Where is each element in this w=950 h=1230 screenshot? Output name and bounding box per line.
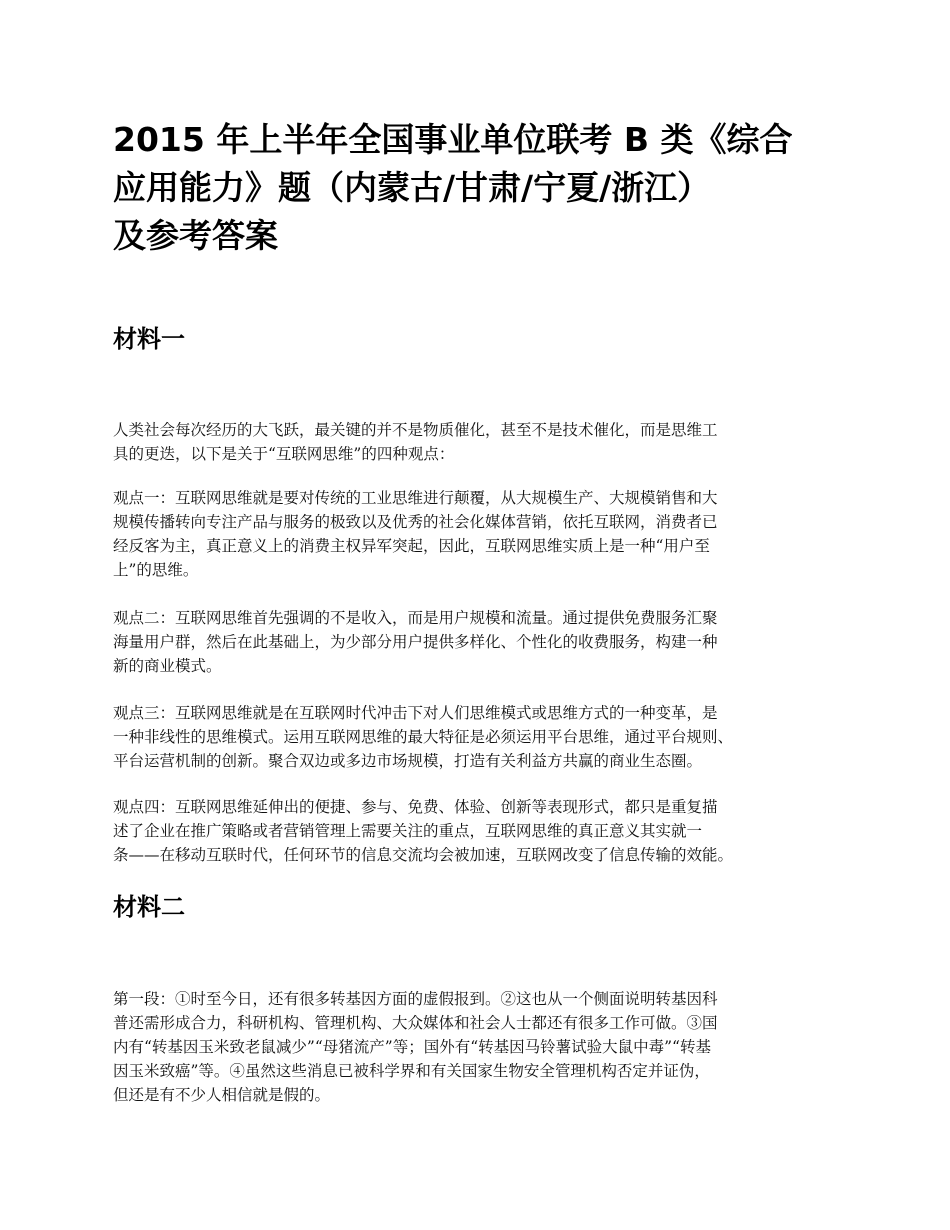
paragraph-viewpoint-2: [113, 606, 853, 678]
paragraph-line: 规模传播转向专注产品与服务的极致以及优秀的社会化媒体营销，依托互联网，消费者已: [113, 513, 718, 531]
paragraph-line: 平台运营机制的创新。聚合双边或多边市场规模，打造有关利益方共赢的商业生态圈。: [113, 752, 703, 770]
section-heading-material-2: 材料二: [113, 893, 185, 921]
paragraph-line: 因玉米致癌”等。④虽然这些消息已被科学界和有关国家生物安全管理机构否定并证伪，: [113, 1062, 710, 1080]
paragraph-line: 内有“转基因玉米致老鼠减少”“母猪流产”等；国外有“转基因马铃薯试验大鼠中毒”“转基: [113, 1038, 711, 1056]
section-heading-material-1: 材料一: [113, 325, 185, 353]
paragraph-line: 人类社会每次经历的大飞跃，最关键的并不是物质催化，甚至不是技术催化，而是思维工: [113, 421, 718, 439]
paragraph-line: 第一段：①时至今日，还有很多转基因方面的虚假报到。②这也从一个侧面说明转基因科: [113, 990, 718, 1008]
paragraph-line: 普还需形成合力，科研机构、管理机构、大众媒体和社会人士都还有很多工作可做。③国: [113, 1014, 718, 1032]
paragraph-viewpoint-4: [113, 795, 853, 867]
paragraph-first-segment: [113, 987, 853, 1107]
paragraph-line: 观点四：互联网思维延伸出的便捷、参与、免费、体验、创新等表现形式，都只是重复描: [113, 798, 718, 816]
paragraph-line: 上”的思维。: [113, 561, 199, 579]
paragraph-line: 观点二：互联网思维首先强调的不是收入，而是用户规模和流量。通过提供免费服务汇聚: [113, 609, 718, 627]
paragraph-line: 新的商业模式。: [113, 657, 222, 675]
paragraph-line: 但还是有不少人相信就是假的。: [113, 1086, 331, 1104]
title-line: 应用能力》题（内蒙古/甘肃/宁夏/浙江）: [113, 168, 711, 207]
paragraph-line: 观点三：互联网思维就是在互联网时代冲击下对人们思维模式或思维方式的一种变革，是: [113, 704, 718, 722]
title-line: 及参考答案: [113, 216, 278, 255]
paragraph-viewpoint-3: [113, 701, 853, 773]
paragraph-viewpoint-1: [113, 486, 853, 582]
paragraph-line: 条——在移动互联时代，任何环节的信息交流均会被加速，互联网改变了信息传输的效能。: [113, 846, 734, 864]
paragraph-line: 观点一：互联网思维就是要对传统的工业思维进行颠覆，从大规模生产、大规模销售和大: [113, 489, 718, 507]
document-title: [113, 116, 843, 260]
paragraph-line: 具的更迭，以下是关于“互联网思维”的四种观点：: [113, 445, 455, 463]
paragraph-line: 海量用户群，然后在此基础上，为少部分用户提供多样化、个性化的收费服务，构建一种: [113, 633, 718, 651]
title-line: 2015 年上半年全国事业单位联考 B 类《综合: [113, 120, 793, 159]
paragraph-line: 一种非线性的思维模式。运用互联网思维的最大特征是必须运用平台思维，通过平台规则、: [113, 728, 734, 746]
paragraph-line: 经反客为主，真正意义上的消费主权异军突起，因此，互联网思维实质上是一种“用户至: [113, 537, 710, 555]
paragraph-intro: [113, 418, 853, 466]
paragraph-line: 述了企业在推广策略或者营销管理上需要关注的重点，互联网思维的真正意义其实就一: [113, 822, 703, 840]
